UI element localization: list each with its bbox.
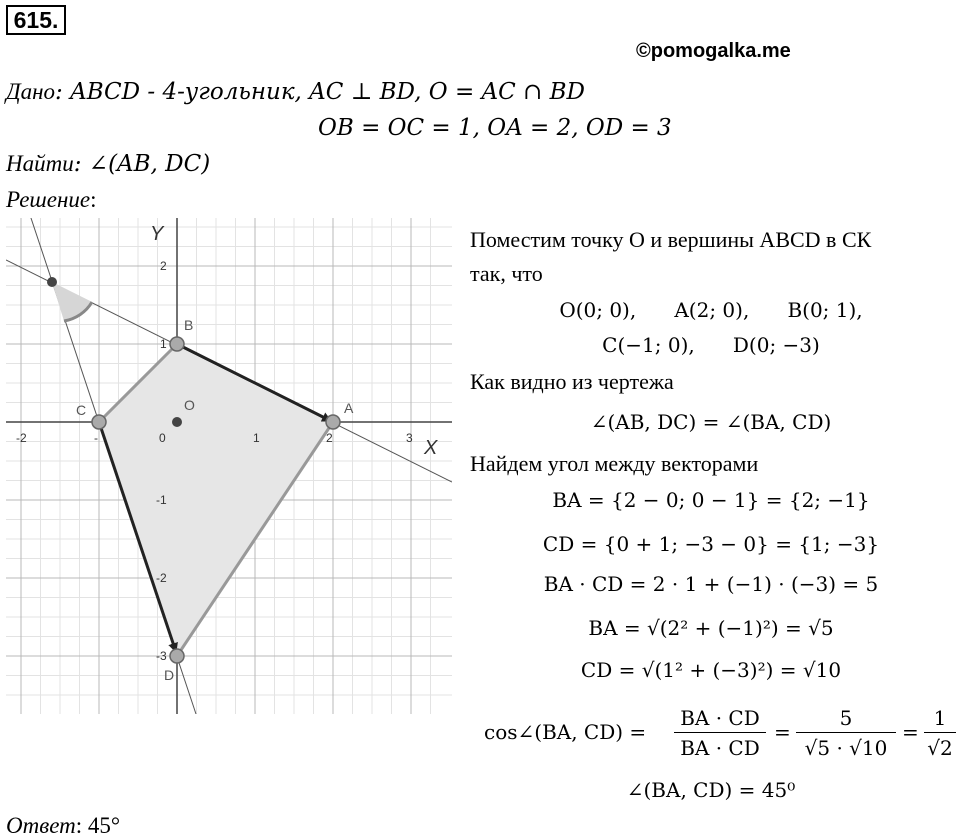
coordinate-graph	[6, 218, 452, 714]
length-cd: CD = √(1² + (−3)²) = √10	[580, 658, 842, 682]
find-line	[6, 150, 210, 178]
find-angle-line: Найдем угол между векторами	[470, 451, 759, 476]
label-c: C	[76, 402, 87, 418]
solution-colon: :	[90, 187, 97, 212]
label-d: D	[164, 667, 175, 683]
intro-line-1: Поместим точку O и вершины ABCD в СК	[470, 227, 872, 252]
intro-line-2: так, что	[470, 261, 543, 286]
dot-product: BA · CD = 2 · 1 + (−1) · (−3) = 5	[543, 572, 879, 596]
coords-line-1: O(0; 0), A(2; 0), B(0; 1),	[559, 298, 863, 322]
tick-y: 1	[160, 337, 167, 351]
point-c	[92, 415, 106, 429]
cos-fraction-2-den: √5 · √10	[804, 736, 888, 760]
tick-y: -3	[156, 649, 167, 663]
cos-formula	[484, 704, 960, 766]
angle-equality: ∠(AB, DC) = ∠(BA, CD)	[590, 410, 832, 434]
given-label: Дано	[6, 79, 56, 104]
label-b: B	[184, 317, 194, 333]
answer-text: : 45°	[75, 813, 121, 838]
find-text: : ∠(AB, DC)	[73, 151, 211, 177]
watermark: ©pomogalka.me	[636, 40, 791, 62]
angle-sector	[52, 282, 92, 321]
point-d	[170, 649, 184, 663]
cos-equals: =	[774, 720, 791, 744]
tick-x: -	[94, 431, 98, 445]
tick-y: -1	[156, 493, 167, 507]
point-b	[170, 337, 184, 351]
vector-cd-coords: CD = {0 + 1; −3 − 0} = {1; −3}	[542, 532, 880, 556]
given-line-2: OB = OC = 1, OA = 2, OD = 3	[318, 115, 672, 141]
cos-left: cos∠(BA, CD) =	[484, 720, 647, 744]
tick-x: -2	[16, 431, 27, 445]
cos-fraction-2-num: 5	[796, 704, 896, 733]
label-o: O	[184, 397, 195, 413]
tick-x: 2	[326, 431, 333, 445]
find-label: Найти	[6, 151, 74, 176]
given-text: : ABCD - 4-угольник, AC ⊥ BD, O = AC ∩ BD	[55, 79, 585, 105]
vector-ba-coords: BA = {2 − 0; 0 − 1} = {2; −1}	[552, 488, 870, 512]
coords-line-2: C(−1; 0), D(0; −3)	[602, 333, 820, 357]
problem-number: 615.	[6, 5, 66, 35]
label-a: A	[344, 400, 354, 416]
point-a	[326, 415, 340, 429]
cos-fraction-3-num: 1	[924, 704, 956, 733]
seen-line: Как видно из чертежа	[470, 369, 674, 394]
answer-label: Ответ	[6, 813, 76, 838]
cos-fraction-1-den: BA · CD	[680, 736, 760, 760]
tick-y: 2	[160, 259, 167, 273]
solution-label: Решение	[6, 187, 91, 212]
length-ba: BA = √(2² + (−1)²) = √5	[588, 616, 834, 640]
given-line	[6, 78, 585, 106]
cos-equals-2: =	[902, 720, 919, 744]
x-axis-title: X	[424, 437, 438, 459]
answer-line	[6, 812, 120, 840]
tick-x: 0	[159, 431, 166, 445]
y-axis-title: Y	[150, 223, 164, 245]
tick-y: -2	[156, 571, 167, 585]
solution-line	[6, 186, 97, 214]
tick-x: 3	[406, 431, 413, 445]
result-line: ∠(BA, CD) = 45⁰	[626, 778, 796, 802]
cos-fraction-3-den: √2	[927, 736, 953, 760]
tick-x: 1	[253, 431, 260, 445]
intersection-point	[47, 277, 57, 287]
point-o	[172, 417, 182, 427]
cos-fraction-1-num: BA · CD	[674, 704, 766, 733]
